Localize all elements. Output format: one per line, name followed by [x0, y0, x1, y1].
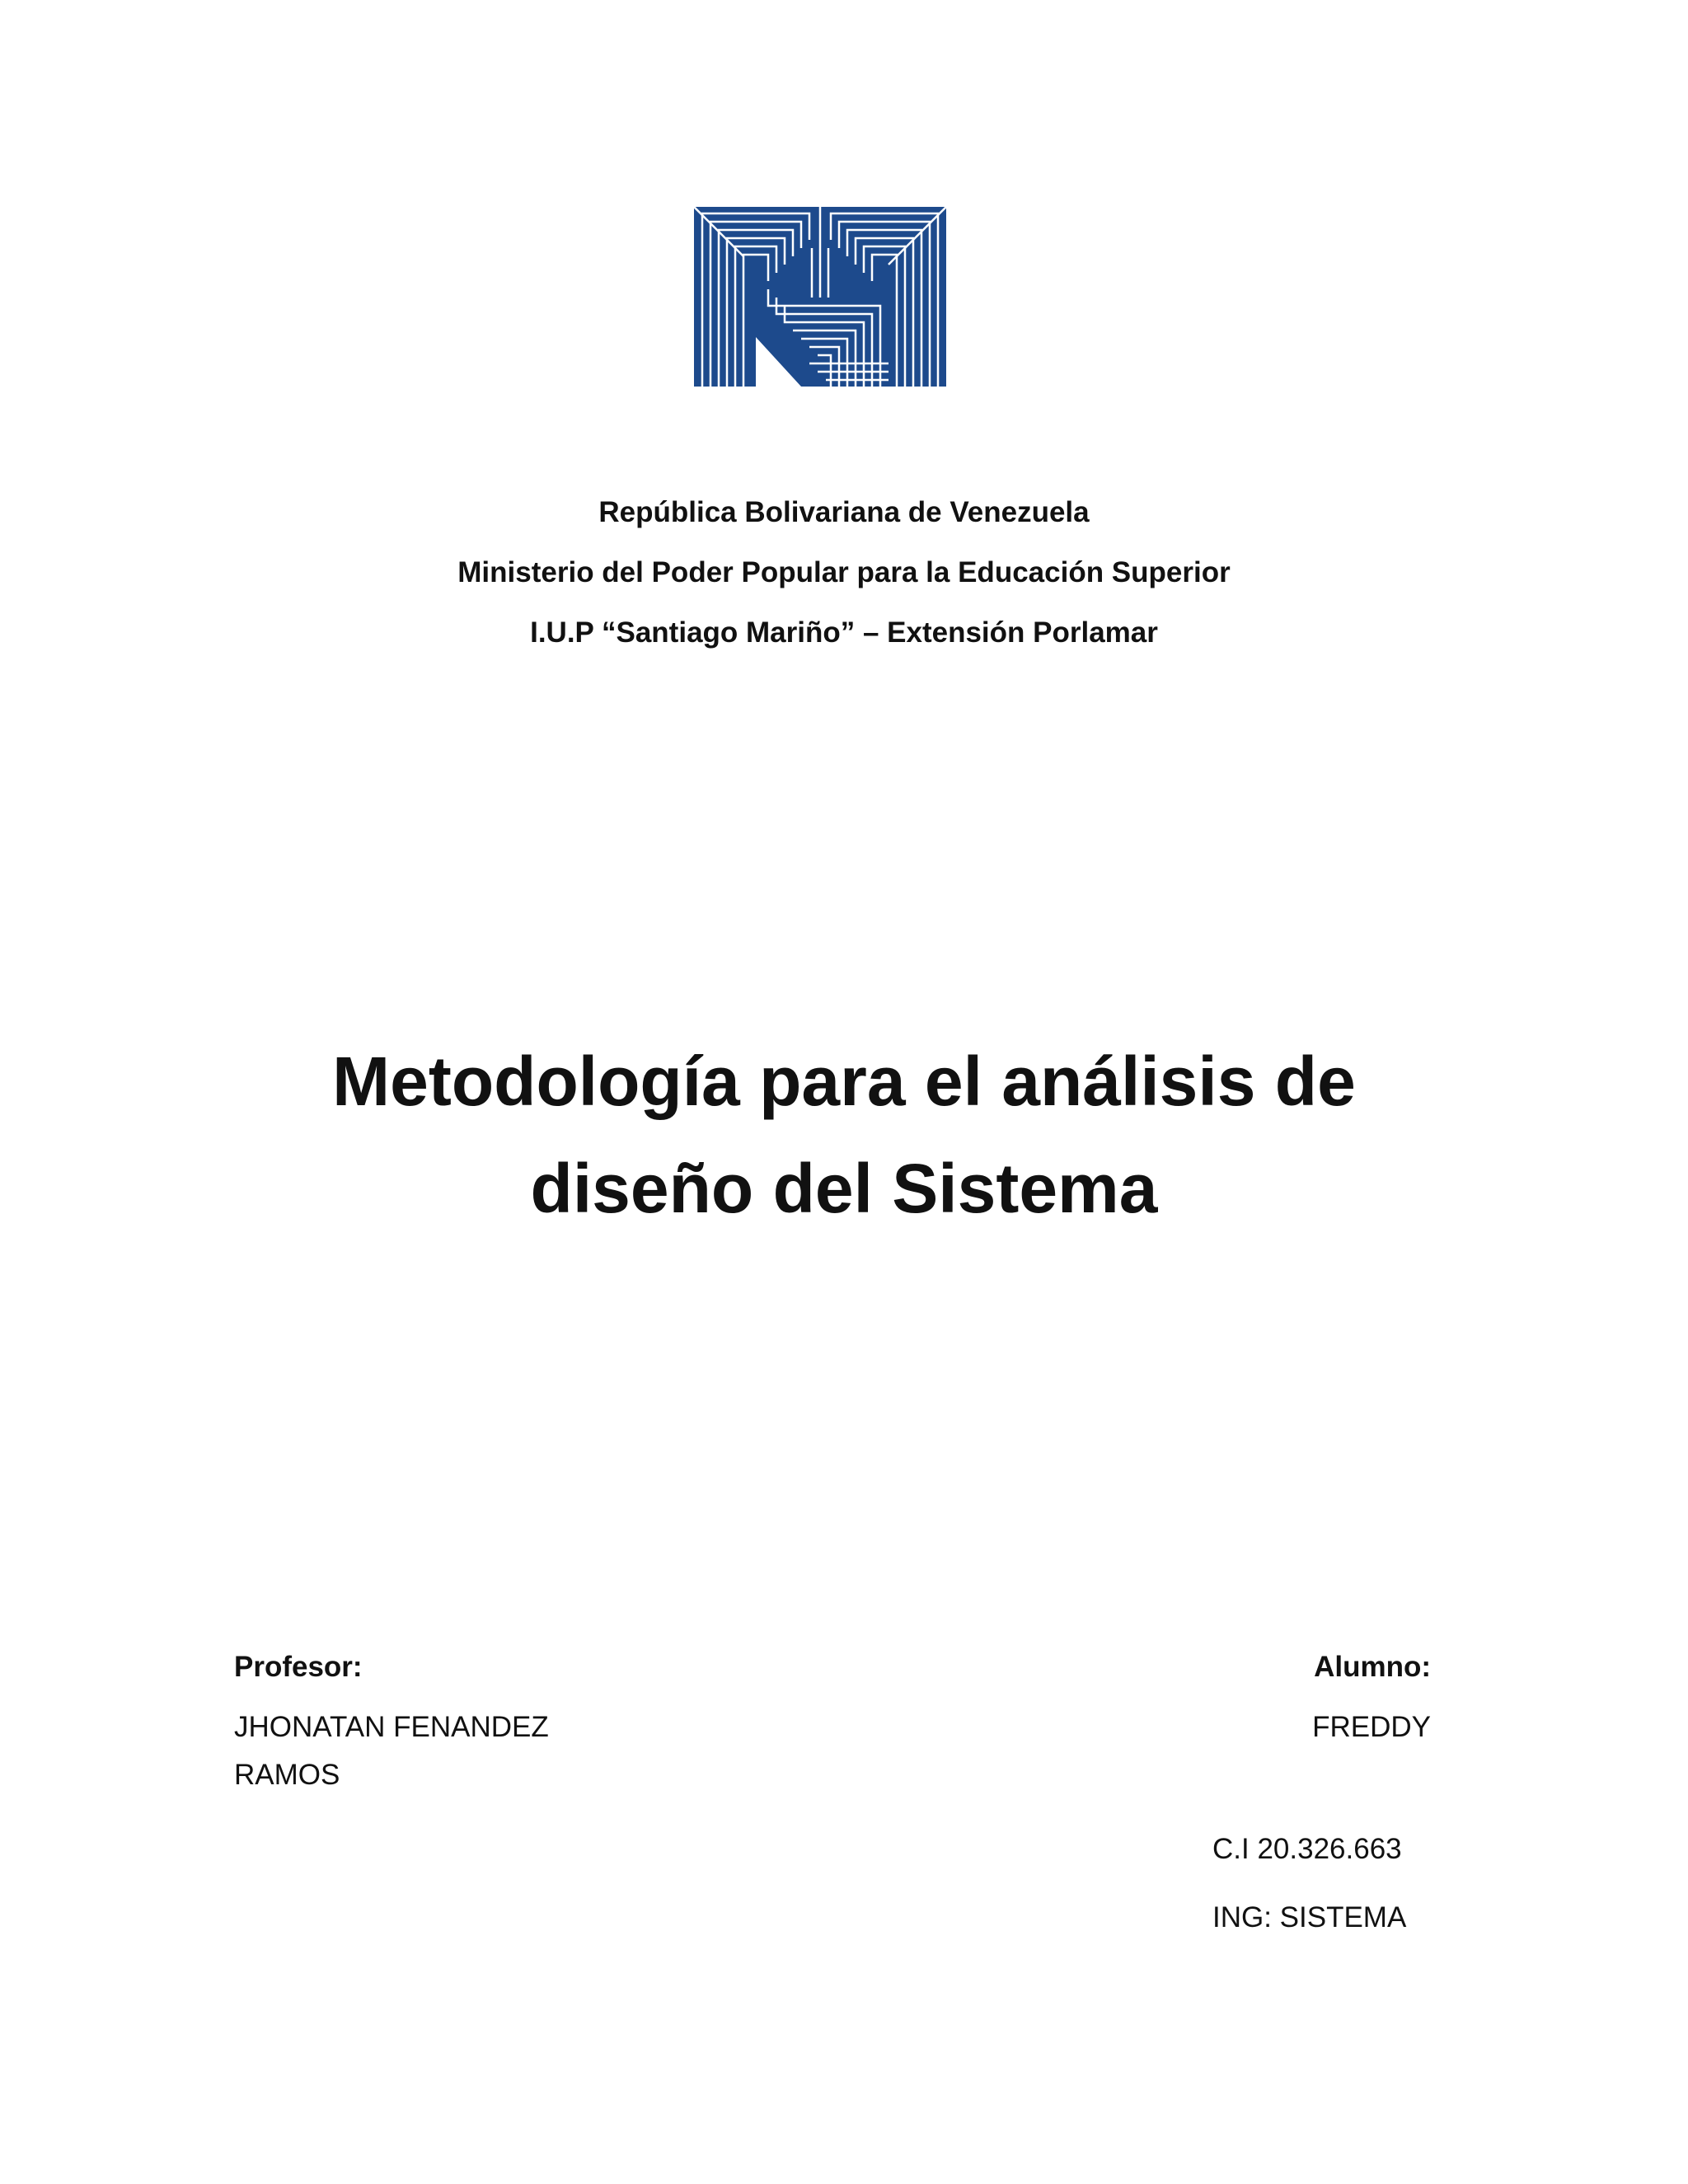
- institution-logo-icon: [694, 207, 946, 387]
- document-title-line-2: diseño del Sistema: [530, 1150, 1158, 1227]
- document-title-line-1: Metodología para el análisis de: [332, 1043, 1356, 1120]
- header-ministry: Ministerio del Poder Popular para la Educación Superior: [457, 556, 1231, 588]
- header-institute: I.U.P “Santiago Mariño” – Extensión Porlamar: [530, 616, 1158, 649]
- alumno-name: FREDDY: [1312, 1711, 1431, 1743]
- header-country: República Bolivariana de Venezuela: [598, 496, 1090, 528]
- alumno-label: Alumno:: [1314, 1651, 1431, 1683]
- profesor-name-line-2: RAMOS: [234, 1759, 340, 1791]
- alumno-ci: C.I 20.326.663: [1212, 1833, 1402, 1865]
- profesor-name-line-1: JHONATAN FENANDEZ: [234, 1711, 549, 1743]
- profesor-label: Profesor:: [234, 1651, 363, 1683]
- alumno-career: ING: SISTEMA: [1212, 1901, 1407, 1933]
